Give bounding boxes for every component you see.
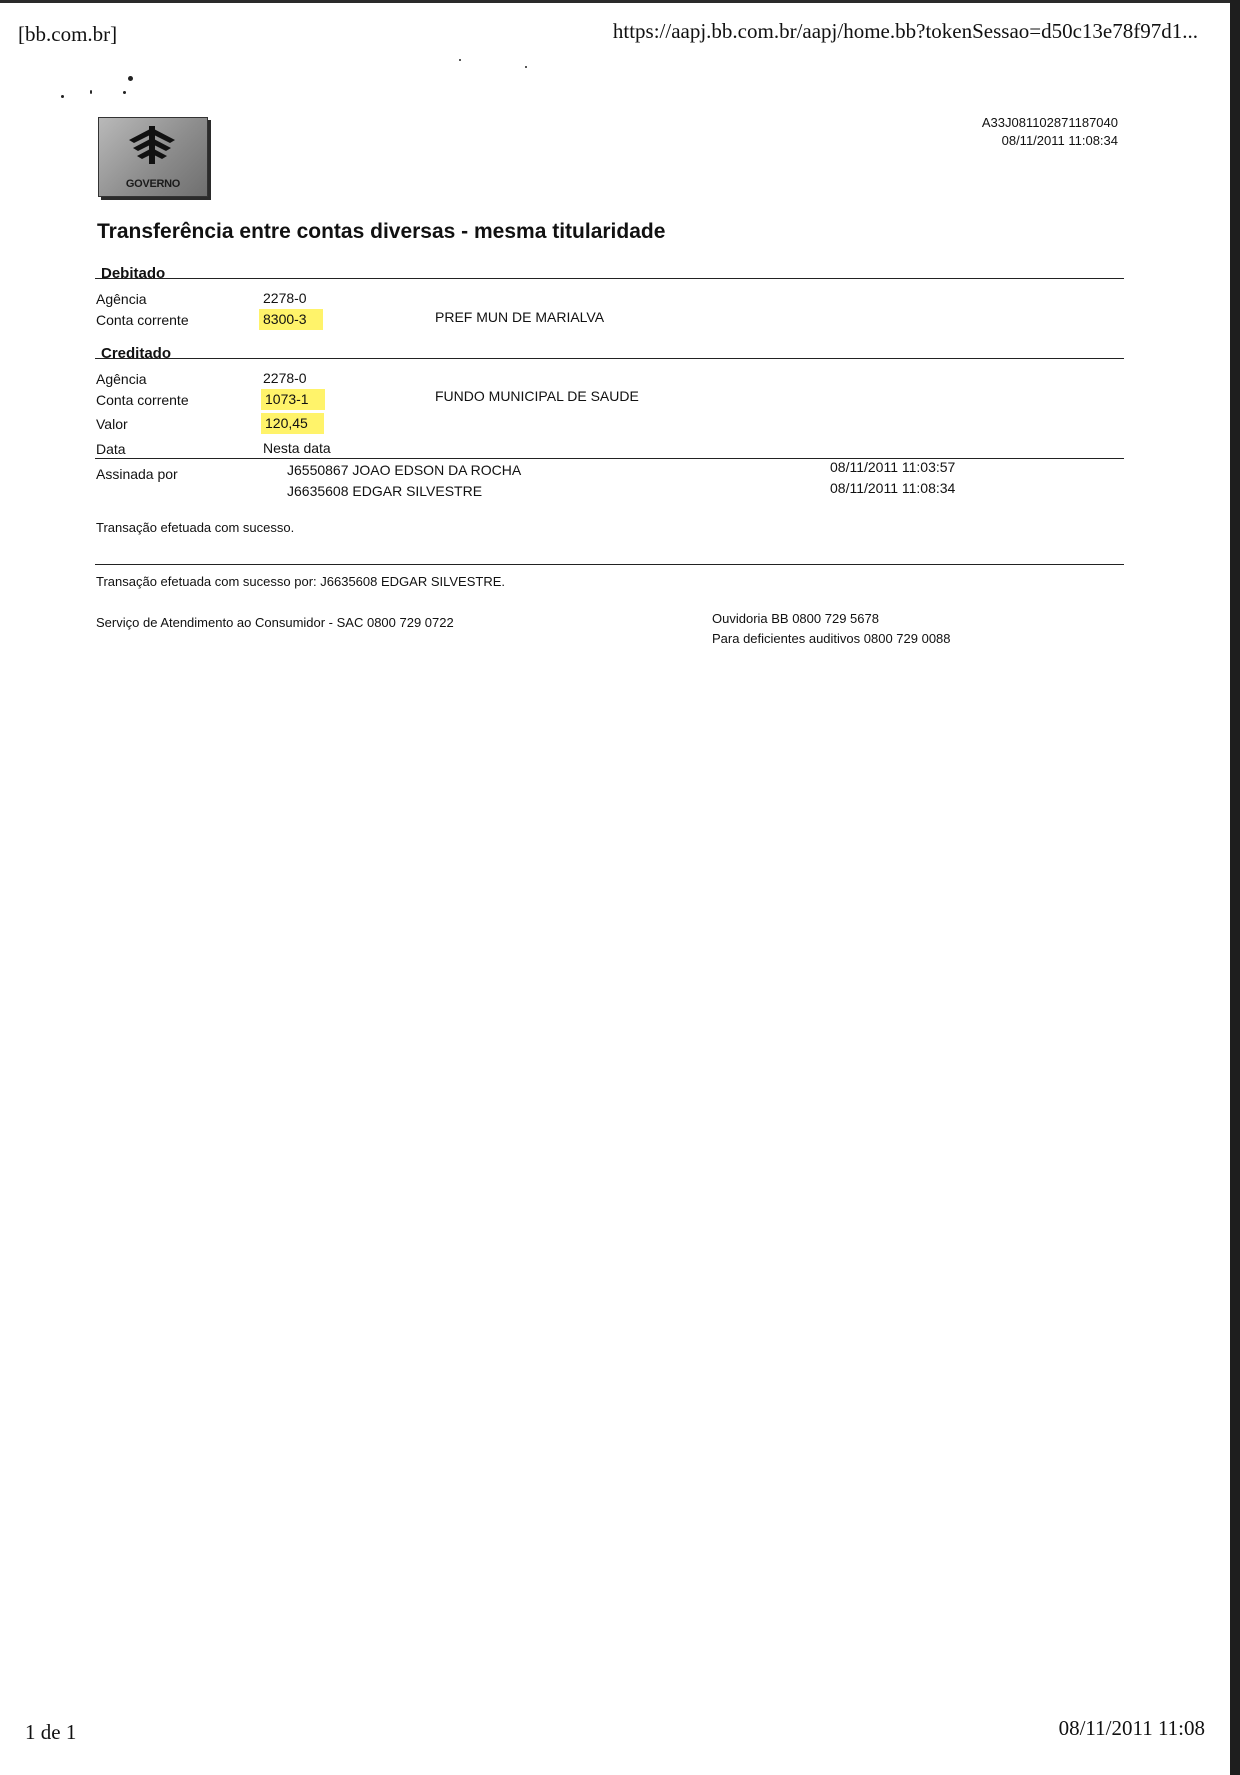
creditado-conta-value	[265, 391, 325, 407]
creditado-titular: FUNDO MUNICIPAL DE SAUDE	[435, 388, 639, 404]
status-by: Transação efetuada com sucesso por: J6635608 EDGAR SILVESTRE.	[96, 574, 505, 589]
creditado-agencia-label: Agência	[96, 371, 147, 387]
print-header-url: https://aapj.bb.com.br/aapj/home.bb?tokenSessao=d50c13e78f97d1...	[612, 19, 1198, 43]
scan-speck	[90, 90, 92, 94]
logo-label: GOVERNO	[125, 178, 181, 190]
signer-1-datetime: 08/11/2011 11:03:57	[830, 459, 956, 475]
signer-2-datetime: 08/11/2011 11:08:34	[830, 480, 956, 496]
debitado-conta-value	[263, 311, 323, 327]
debitado-conta-highlight: 8300-3	[259, 309, 323, 330]
scan-speck	[459, 59, 461, 61]
print-footer-datetime: 08/11/2011 11:08	[1058, 1716, 1205, 1740]
creditado-data-value: Nesta data	[263, 440, 331, 456]
creditado-valor-label: Valor	[96, 416, 128, 432]
debitado-heading: Debitado	[101, 265, 166, 282]
scan-speck	[123, 91, 126, 94]
creditado-valor-value	[265, 415, 324, 431]
creditado-conta-label: Conta corrente	[96, 392, 189, 408]
governo-logo	[98, 117, 208, 197]
page-title: Transferência entre contas diversas - mesma titularidade	[97, 220, 666, 243]
signer-2: J6635608 EDGAR SILVESTRE	[287, 483, 483, 499]
creditado-data-label: Data	[96, 441, 126, 457]
creditado-valor-highlight: 120,45	[261, 413, 324, 434]
debitado-agencia-label: Agência	[96, 291, 147, 307]
creditado-conta-highlight: 1073-1	[261, 389, 325, 410]
sac-contact: Serviço de Atendimento ao Consumidor - SAC 0800 729 0722	[96, 615, 454, 630]
document-code: A33J081102871187040	[981, 115, 1118, 130]
scan-speck	[128, 76, 133, 81]
scan-speck	[525, 66, 527, 68]
divider	[95, 358, 1124, 359]
status-message: Transação efetuada com sucesso.	[96, 520, 295, 535]
creditado-agencia-value: 2278-0	[263, 370, 307, 386]
debitado-agencia-value: 2278-0	[263, 290, 307, 306]
signer-1: J6550867 JOAO EDSON DA ROCHA	[287, 462, 522, 478]
divider	[95, 278, 1124, 279]
assinada-por-label: Assinada por	[96, 466, 178, 482]
scan-right-edge	[1230, 0, 1240, 1775]
divider	[95, 564, 1124, 565]
deficientes-contact: Para deficientes auditivos 0800 729 0088	[712, 631, 951, 646]
ouvidoria-contact: Ouvidoria BB 0800 729 5678	[712, 611, 879, 626]
debitado-titular: PREF MUN DE MARIALVA	[435, 309, 605, 325]
print-header-site: [bb.com.br]	[18, 22, 118, 46]
document-timestamp: 08/11/2011 11:08:34	[1001, 133, 1118, 148]
print-footer-page: 1 de 1	[25, 1720, 77, 1744]
debitado-conta-label: Conta corrente	[96, 312, 189, 328]
scan-speck	[61, 95, 64, 98]
divider	[95, 458, 1124, 459]
scan-top-edge	[0, 0, 1240, 3]
banco-do-brasil-logo-icon	[127, 126, 177, 166]
creditado-heading: Creditado	[101, 345, 172, 362]
